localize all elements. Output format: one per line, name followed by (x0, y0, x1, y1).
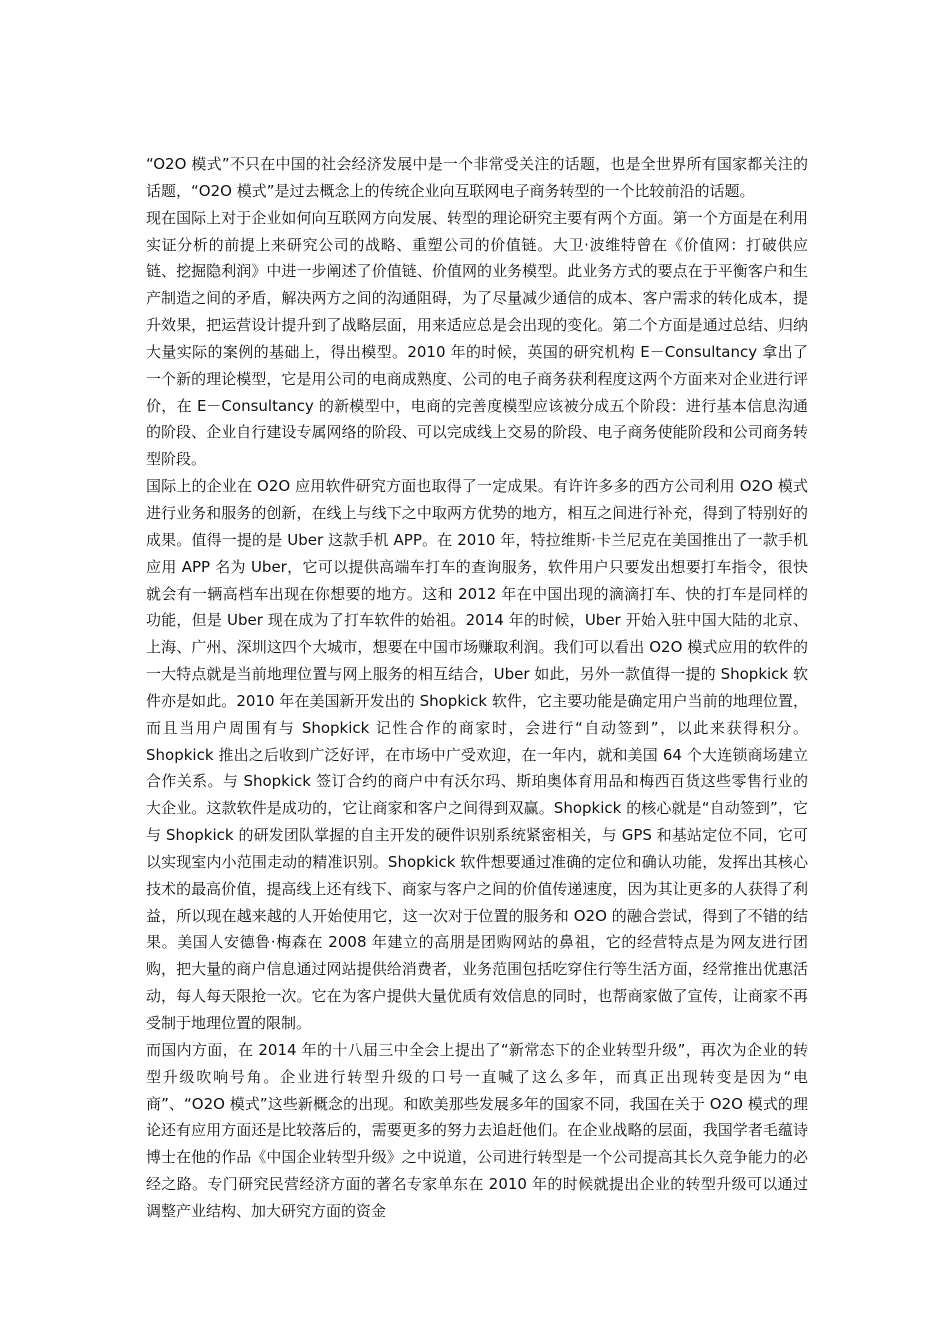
document-body (146, 151, 808, 1225)
paragraph-o2o-intro: “O2O 模式”不只在中国的社会经济发展中是一个非常受关注的话题，也是全世界所有国家都关注的话题，“O2O 模式”是过去概念上的传统企业向互联网电子商务转型的一个比较前沿的话题。 (146, 155, 808, 200)
paragraph-international-apps: 国际上的企业在 O2O 应用软件研究方面也取得了一定成果。有许许多多的西方公司利用 O2O 模式进行业务和服务的创新，在线上与线下之中取两方优势的地方，相互之间进行补充，得到了特别好的成果。值得一提的是 Uber 这款手机 APP。在 2010 年，特拉维斯·卡兰尼克在美国推出了一款手机应用 APP 名为 Uber，它可以提供高端车打车的查询服务，软件用户只要发出想要打车指令，很快就会有一辆高档车出现在你想要的地方。这和 2012 年在中国出现的滴滴打车、快的打车是同样的功能，但是 Uber 现在成为了打车软件的始祖。2014 年的时候，Uber 开始入驻中国大陆的北京、上海、广州、深圳这四个大城市，想要在中国市场赚取利润。我们可以看出 O2O 模式应用的软件的一大特点就是当前地理位置与网上服务的相互结合，Uber 如此，另外一款值得一提的 Shopkick 软件亦是如此。2010 年在美国新开发出的 Shopkick 软件，它主要功能是确定用户当前的地理位置，而且当用户周围有与 Shopkick 记性合作的商家时，会进行“自动签到”，以此来获得积分。Shopkick 推出之后收到广泛好评，在市场中广受欢迎，在一年内，就和美国 64 个大连锁商场建立合作关系。与 Shopkick 签订合约的商户中有沃尔玛、斯珀奥体育用品和梅西百货这些零售行业的大企业。这款软件是成功的，它让商家和客户之间得到双赢。Shopkick 的核心就是“自动签到”，它与 Shopkick 的研发团队掌握的自主开发的硬件识别系统紧密相关，与 GPS 和基站定位不同，它可以实现室内小范围走动的精准识别。Shopkick 软件想要通过准确的定位和确认功能，发挥出其核心技术的最高价值，提高线上还有线下、商家与客户之间的价值传递速度，因为其让更多的人获得了利益，所以现在越来越的人开始使用它，这一次对于位置的服务和 O2O 的融合尝试，得到了不错的结果。美国人安德鲁·梅森在 2008 年建立的高朋是团购网站的鼻祖，它的经营特点是为网友进行团购，把大量的商户信息通过网站提供给消费者，业务范围包括吃穿住行等生活方面，经常推出优惠活动，每人每天限抢一次。它在为客户提供大量优质有效信息的同时，也帮商家做了宣传，让商家不再受制于地理位置的限制。 (146, 477, 808, 1032)
paragraph-international-theory: 现在国际上对于企业如何向互联网方向发展、转型的理论研究主要有两个方面。第一个方面是在利用实证分析的前提上来研究公司的战略、重塑公司的价值链。大卫·波维特曾在《价值网：打破供应链、挖掘隐利润》中进一步阐述了价值链、价值网的业务模型。此业务方式的要点在于平衡客户和生产制造之间的矛盾，解决两方之间的沟通阻碍，为了尽量减少通信的成本、客户需求的转化成本，提升效果，把运营设计提升到了战略层面，用来适应总是会出现的变化。第二个方面是通过总结、归纳大量实际的案例的基础上，得出模型。2010 年的时候，英国的研究机构 E－Consultancy 拿出了一个新的理论模型，它是用公司的电商成熟度、公司的电子商务获利程度这两个方面来对企业进行评价，在 E－Consultancy 的新模型中，电商的完善度模型应该被分成五个阶段：进行基本信息沟通的阶段、企业自行建设专属网络的阶段、可以完成线上交易的阶段、电子商务使能阶段和公司商务转型阶段。 (146, 208, 808, 469)
paragraph-domestic: 而国内方面，在 2014 年的十八届三中全会上提出了“新常态下的企业转型升级”，再次为企业的转型升级吹响号角。企业进行转型升级的口号一直喊了这么多年，而真正出现转变是因为“电商”、“O2O 模式”这些新概念的出现。和欧美那些发展多年的国家不同，我国在关于 O2O 模式的理论还有应用方面还是比较落后的，需要更多的努力去追赶他们。在企业战略的层面，我国学者毛蕴诗博士在他的作品《中国企业转型升级》之中说道，公司进行转型是一个公司提高其长久竞争能力的必经之路。专门研究民营经济方面的著名专家单东在 2010 年的时候就提出企业的转型升级可以通过调整产业结构、加大研究方面的资金 (146, 1040, 808, 1220)
